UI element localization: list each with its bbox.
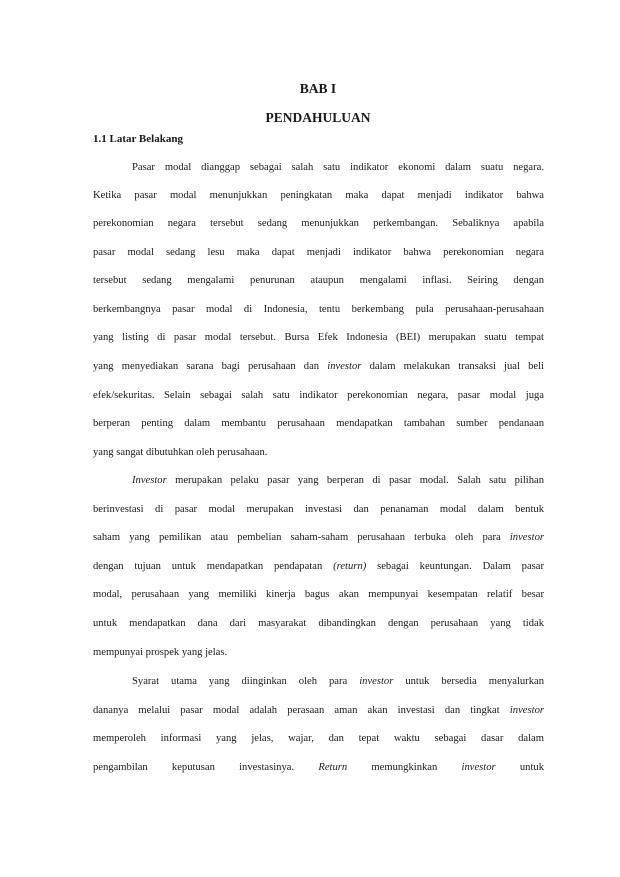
text-line: Pasar modal dianggap sebagai salah satu indikator ekonomi dalam suatu negara.	[132, 162, 544, 173]
text-line: yang listing di pasar modal tersebut. Bursa Efek Indonesia (BEI) merupakan suatu tempat	[93, 332, 544, 343]
text-line: perekonomian negara tersebut sedang menunjukkan perkembangan. Sebaliknya apabila	[93, 218, 544, 229]
chapter-heading: BAB I	[299, 81, 337, 96]
text-line: pengambilan keputusan investasinya. Return memungkinkan investor untuk	[93, 762, 544, 773]
text-line: berinvestasi di pasar modal merupakan investasi dan penanaman modal dalam bentuk	[93, 504, 544, 515]
text-line: Syarat utama yang diinginkan oleh para investor untuk bersedia menyalurkan	[132, 676, 544, 687]
section-number: 1.1	[93, 133, 107, 145]
text-line: berkembangnya pasar modal di Indonesia, tentu berkembang pula perusahaan-perusahaan	[93, 304, 544, 315]
text-line: modal, perusahaan yang memiliki kinerja bagus akan mempunyai kesempatan relatif besar	[93, 589, 544, 600]
text-line: efek/sekuritas. Selain sebagai salah satu indikator perekonomian negara, pasar modal juga	[93, 390, 544, 401]
text-line: pasar modal sedang lesu maka dapat menjadi indikator bahwa perekonomian negara	[93, 247, 544, 258]
text-line: yang sangat dibutuhkan oleh perusahaan.	[93, 447, 268, 458]
chapter-title: PENDAHULUAN	[265, 110, 371, 125]
text-line: memperoleh informasi yang jelas, wajar, dan tepat waktu sebagai dasar dalam	[93, 733, 544, 744]
text-line: dananya melalui pasar modal adalah perasaan aman akan investasi dan tingkat investor	[93, 705, 544, 716]
section-title: Latar Belakang	[109, 133, 183, 145]
text-line: Ketika pasar modal menunjukkan peningkatan maka dapat menjadi indikator bahwa	[93, 190, 544, 201]
text-line: berperan penting dalam membantu perusahaan mendapatkan tambahan sumber pendanaan	[93, 418, 544, 429]
text-line: saham yang pemilikan atau pembelian saham-saham perusahaan terbuka oleh para investor	[93, 532, 544, 543]
text-line: mempunyai prospek yang jelas.	[93, 647, 228, 658]
section-heading	[93, 133, 183, 145]
text-line: Investor merupakan pelaku pasar yang berperan di pasar modal. Salah satu pilihan	[132, 475, 544, 486]
text-line: yang menyediakan sarana bagi perusahaan dan investor dalam melakukan transaksi jual beli	[93, 361, 544, 372]
text-line: tersebut sedang mengalami penurunan ataupun mengalami inflasi. Seiring dengan	[93, 275, 544, 286]
text-line: untuk mendapatkan dana dari masyarakat dibandingkan dengan perusahaan yang tidak	[93, 618, 544, 629]
text-line: dengan tujuan untuk mendapatkan pendapatan (return) sebagai keuntungan. Dalam pasar	[93, 561, 544, 572]
